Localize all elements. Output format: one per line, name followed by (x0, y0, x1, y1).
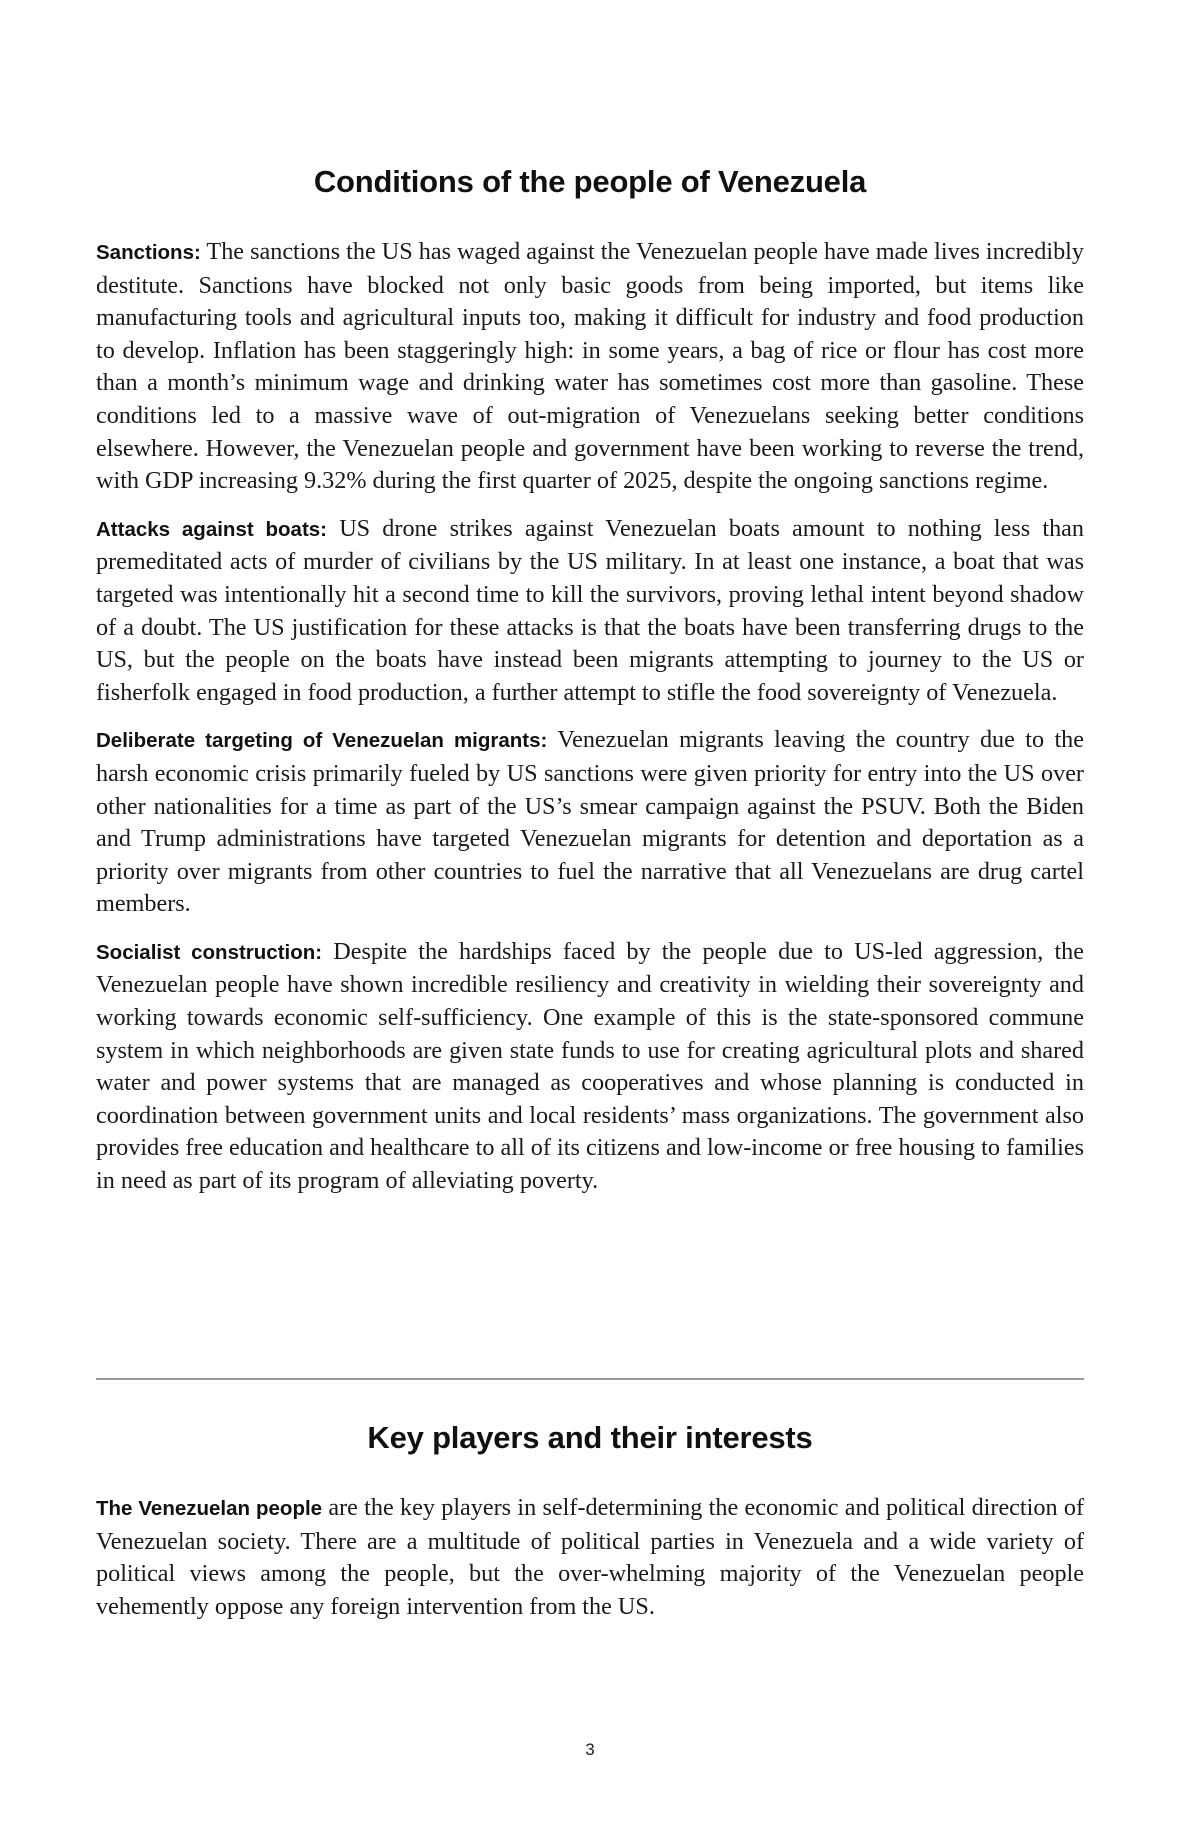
paragraph-text: Despite the hardships faced by the people due to US-led aggression, the Venezuelan people have shown incredible resiliency and creativity in wielding their sovereignty and working towards economic self-sufficiency. One example of this is the state-sponsored commune system in which neighborhoods are given state funds to use for creating agricultural plots and shared water and power systems that are managed as cooperatives and whose planning is conducted in coordination between government units and local residents’ mass organizations. The government also provides free education and healthcare to all of its citizens and low-income or free housing to families in need as part of its program of alleviating poverty. (96, 937, 1085, 1195)
section-key-players-body (96, 1492, 1084, 1638)
paragraph-socialist-construction (96, 936, 1084, 1198)
paragraph-lead: The Venezuelan people (96, 1497, 323, 1520)
section-conditions-body (96, 236, 1084, 1213)
section-heading-key-players: Key players and their interests (367, 1420, 813, 1455)
paragraph-venezuelan-people (96, 1492, 1084, 1623)
section-heading-conditions: Conditions of the people of Venezuela (313, 164, 867, 199)
paragraph-text: US drone strikes against Venezuelan boats amount to nothing less than premeditated acts of murder of civilians by the US military. In at least one instance, a boat that was targeted was intentionally hit a second time to kill the survivors, proving lethal intent beyond shadow of a doubt. The US justification for these attacks is that the boats have been transferring drugs to the US, but the people on the boats have instead been migrants attempting to journey to the US or fisherfolk engaged in food production, a further attempt to stifle the food sovereignty of Venezuela. (96, 514, 1084, 706)
paragraph-text: Venezuelan migrants leaving the country due to the harsh economic crisis primarily fueled by US sanctions were given priority for entry into the US over other nationalities for a time as part of the US’s smear campaign against the PSUV. Both the Biden and Trump administrations have targeted Venezuelan migrants for detention and deportation as a priority over migrants from other countries to fuel the narrative that all Venezuelans are drug cartel members. (96, 726, 1084, 918)
page-number: 3 (585, 1740, 595, 1759)
paragraph-lead: Deliberate targeting of Venezuelan migrants: (96, 729, 548, 753)
paragraph-lead: Attacks against boats: (96, 517, 328, 541)
paragraph-targeting-migrants (96, 724, 1084, 921)
section-divider (96, 1378, 1084, 1380)
paragraph-lead: Sanctions: (96, 241, 201, 264)
paragraph-text: are the key players in self-determining the economic and political direction of Venezuelan society. There are a multitude of political parties in Venezuela and a wide variety of political views among the people, but the over-whelming majority of the Venezuelan people vehemently oppose any foreign intervention from the US. (96, 1494, 1084, 1620)
paragraph-text: The sanctions the US has waged against the Venezuelan people have made lives incredibly destitute. Sanctions have blocked not only basic goods from being imported, but items like manufacturing tools and agricultural inputs too, making it difficult for industry and food production to develop. Inflation has been staggeringly high: in some years, a bag of rice or flour has cost more than a month’s minimum wage and drinking water has sometimes cost more than gasoline. These conditions led to a massive wave of out-migration of Venezuelans seeking better conditions elsewhere. However, the Venezuelan people and government have been working to reverse the trend, with GDP increasing 9.32% during the first quarter of 2025, despite the ongoing sanctions regime. (96, 238, 1084, 495)
paragraph-lead: Socialist construction: (96, 940, 323, 964)
paragraph-sanctions (96, 236, 1084, 498)
paragraph-attacks-against-boats (96, 513, 1084, 710)
